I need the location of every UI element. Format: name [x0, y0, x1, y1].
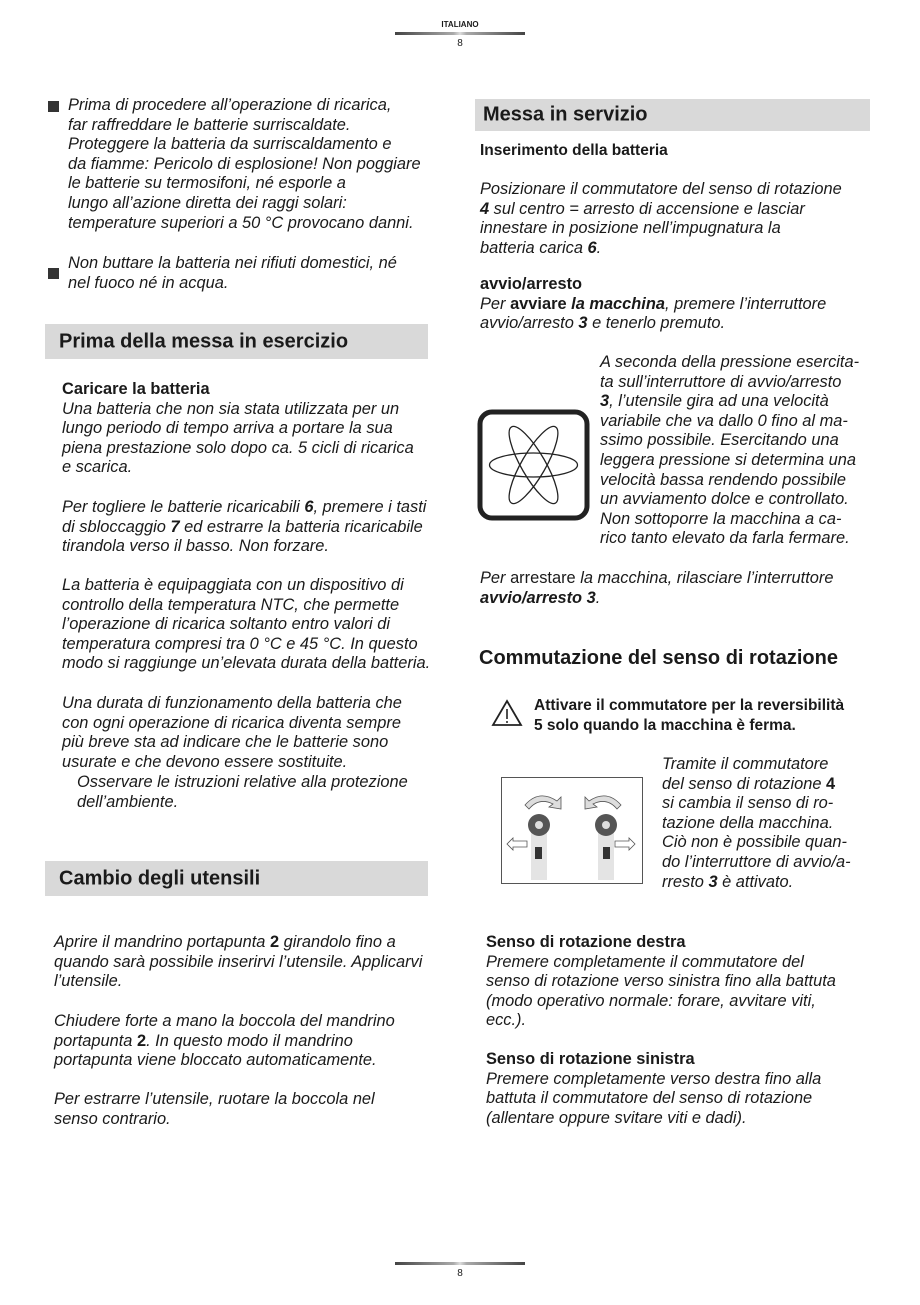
text-line: ta sull’interruttore di avvio/arresto [600, 372, 842, 391]
section-title: Cambio degli utensili [59, 867, 261, 889]
text-run: la macchina, rilasciare l’interruttore [580, 569, 834, 587]
section-header-first-use [45, 324, 428, 359]
text-line [480, 295, 826, 315]
speed-paragraph [600, 353, 859, 549]
text-run: . [596, 238, 602, 257]
rotation-section-title: Commutazione del senso di rotazione [479, 647, 838, 669]
text-line: (allentare oppure svitare viti e dadi). [486, 1108, 747, 1127]
text-line: ecc.). [486, 1011, 527, 1030]
text-run: portapunta [54, 1031, 137, 1050]
language-label: ITALIANO [441, 20, 479, 29]
text-run: avvio/arresto [480, 314, 579, 333]
text-line: Premere completamente verso destra fino alla [486, 1069, 822, 1088]
text-run: arrestare [510, 569, 581, 587]
text-line: Prima di procedere all’operazione di ricarica, [68, 96, 392, 114]
text-line: far raffreddare le batterie surriscaldate. [68, 115, 351, 134]
text-line: da fiamme: Pericolo di esplosione! Non poggiare [68, 154, 421, 173]
rotation-switch-illustration [501, 777, 643, 884]
battery-duration-paragraph [62, 694, 402, 772]
text-line [480, 239, 842, 259]
text-line [480, 569, 833, 589]
text-line: nel fuoco né in acqua. [68, 273, 229, 292]
section-header-tool-change [45, 861, 428, 896]
footer-page-number: 8 [457, 1268, 463, 1279]
text-line: lungo all’azione diretta dei raggi solari: [68, 193, 347, 212]
text-run: avvio/arresto [480, 275, 583, 293]
text-run: 4 [480, 199, 490, 218]
text-run: Per [480, 294, 511, 313]
text-line: Proteggere la batteria da surriscaldamento e [68, 135, 392, 154]
bullet-icon [48, 101, 59, 112]
reversing-warning [534, 696, 844, 735]
text-run: batteria carica [480, 238, 588, 257]
text-line: A seconda della pressione esercita- [600, 353, 860, 371]
text-line [62, 518, 426, 538]
text-run: , l’utensile gira ad una velocità [609, 392, 829, 411]
text-line: Non sottoporre la macchina a ca- [600, 509, 842, 528]
switch-paragraph [662, 755, 851, 892]
text-run: 6 [304, 498, 314, 516]
text-line [486, 1050, 821, 1070]
text-line: Posizionare il commutatore del senso di rotazione [480, 180, 842, 198]
bullet-icon [48, 268, 59, 279]
text-line: rico tanto elevato da farla fermare. [600, 529, 850, 548]
text-run: 6 [587, 238, 597, 257]
text-line: dell’ambiente. [77, 792, 179, 811]
text-line: Chiudere forte a mano la boccola del mandrino [54, 1012, 395, 1030]
text-run: . In questo modo il mandrino [146, 1031, 353, 1050]
text-run: 3 [600, 392, 610, 411]
text-line: portapunta viene bloccato automaticamente. [54, 1051, 377, 1070]
text-run: è attivato. [717, 872, 794, 891]
text-line: tazione della macchina. [662, 813, 834, 832]
text-line: do l’interruttore di avvio/a- [662, 852, 851, 871]
section-header-commissioning [475, 99, 870, 131]
left-rotation-paragraph [486, 1050, 821, 1128]
stop-paragraph [480, 569, 833, 608]
text-run: . [595, 588, 601, 607]
text-line [62, 380, 414, 400]
section-title: Prima della messa in esercizio [59, 330, 349, 352]
insert-battery-title: Inserimento della batteria [480, 142, 668, 159]
text-line: un avviamento dolce e controllato. [600, 490, 849, 509]
text-line: Osservare le istruzioni relative alla protezione [77, 773, 408, 791]
text-line: Attivare il commutatore per la reversibilità [534, 697, 845, 714]
text-line: temperatura compresi tra 0 °C e 45 °C. In questo [62, 634, 418, 653]
text-run: Senso di rotazione sinistra [486, 1050, 695, 1068]
text-run: rresto [662, 872, 709, 891]
text-line: Premere completamente il commutatore del [486, 952, 804, 971]
charge-battery-paragraph [62, 380, 414, 478]
battery-heat-warning [68, 96, 421, 233]
text-line: tirandola verso il basso. Non forzare. [62, 537, 329, 556]
text-run: 7 [170, 517, 180, 536]
text-line: innestare in posizione nell’impugnatura la [480, 219, 781, 238]
text-line: usurate e che devono essere sostituite. [62, 752, 348, 771]
text-line [54, 933, 422, 953]
text-run: 2 [136, 1031, 147, 1050]
text-line: variabile che va dallo 0 fino al ma- [600, 411, 848, 430]
text-line: lungo periodo di tempo arriva a portare la sua [62, 419, 393, 438]
text-line: Una durata di funzionamento della batteria che [62, 694, 402, 712]
text-line [486, 933, 836, 953]
text-line: Ciò non è possibile quan- [662, 833, 847, 852]
text-line: (modo operativo normale: forare, avvitare viti, [486, 991, 816, 1010]
text-run: Per [480, 569, 511, 587]
text-run: e tenerlo premuto. [587, 314, 726, 333]
text-line: Non buttare la batteria nei rifiuti domestici, né [68, 254, 397, 272]
text-line: battuta il commutatore del senso di rotazione [486, 1089, 813, 1108]
text-run: , premere l’interruttore [664, 294, 827, 313]
text-run: , premere i tasti [313, 498, 427, 516]
text-line: velocità bassa rendendo possibile [600, 470, 847, 489]
text-line: quando sarà possibile inserirvi l’utensile. Applicarvi [54, 952, 423, 971]
text-line: La batteria è equipaggiata con un dispositivo di [62, 576, 404, 594]
text-line [662, 775, 851, 795]
text-run: avvio/arresto 3 [480, 588, 596, 607]
text-line [480, 275, 826, 295]
text-line: Tramite il commutatore [662, 755, 829, 773]
section-title: Messa in servizio [483, 103, 648, 126]
page-number: 8 [457, 38, 463, 49]
text-run: Aprire il mandrino portapunta [54, 933, 270, 951]
text-line: con ogni operazione di ricarica diventa sempre [62, 713, 401, 732]
text-line [480, 314, 826, 334]
right-rotation-paragraph [486, 933, 836, 1031]
text-line [480, 200, 842, 220]
battery-disposal-note [68, 254, 397, 293]
header-rule [395, 32, 525, 35]
text-line: senso contrario. [54, 1109, 171, 1128]
start-paragraph [480, 275, 826, 334]
text-line: senso di rotazione verso sinistra fino alla battuta [486, 972, 836, 991]
text-run: del senso di rotazione [662, 774, 827, 793]
text-run: avviare [510, 294, 572, 313]
tool-insert-paragraph [54, 933, 422, 992]
text-line [480, 589, 833, 609]
text-run: 2 [269, 933, 280, 951]
text-line: più breve sta ad indicare che le batterie sono [62, 733, 389, 752]
text-run: sul centro = arresto di accensione e lasciar [489, 199, 805, 218]
text-run: girandolo fino a [279, 933, 396, 951]
text-line: e scarica. [62, 458, 133, 477]
footer-rule [395, 1262, 525, 1265]
text-line: Per estrarre l’utensile, ruotare la boccola nel [54, 1090, 375, 1108]
text-line: ssimo possibile. Esercitando una [600, 431, 839, 450]
text-line: le batterie su termosifoni, né esporle a [68, 174, 346, 193]
text-run: 3 [578, 314, 588, 333]
text-line: temperature superiori a 50 °C provocano danni. [68, 213, 414, 232]
text-line [54, 1032, 395, 1052]
tool-remove-paragraph [54, 1090, 375, 1129]
remove-battery-paragraph [62, 498, 426, 557]
insert-battery-paragraph [480, 180, 842, 258]
text-line: controllo della temperatura NTC, che permette [62, 595, 400, 614]
text-line [600, 392, 859, 412]
text-line [62, 498, 426, 518]
text-run: la macchina [571, 294, 665, 313]
text-run: ed estrarre la batteria ricaricabile [179, 517, 423, 536]
text-run: Per togliere le batterie ricaricabili [62, 498, 305, 516]
text-run: 3 [708, 872, 718, 891]
text-run: 4 [826, 774, 836, 793]
text-run: Senso di rotazione destra [486, 933, 686, 951]
tool-lock-paragraph [54, 1012, 395, 1071]
variable-speed-icon [477, 409, 590, 521]
text-line: modo si raggiunge un’elevata durata della batteria. [62, 654, 431, 673]
text-run: di sbloccaggio [62, 517, 171, 536]
warning-icon [491, 699, 523, 727]
text-line: leggera pressione si determina una [600, 450, 857, 469]
text-line [662, 873, 851, 893]
text-line: piena prestazione solo dopo ca. 5 cicli di ricarica [62, 438, 414, 457]
text-run: Caricare la batteria [62, 380, 210, 398]
text-line: l’operazione di ricarica soltanto entro valori di [62, 615, 390, 634]
text-line: Una batteria che non sia stata utilizzata per un [62, 399, 400, 418]
text-line: l’utensile. [54, 972, 123, 991]
ntc-paragraph [62, 576, 430, 674]
text-line: 5 solo quando la macchina è ferma. [534, 716, 796, 734]
environment-note [77, 773, 408, 812]
text-line: si cambia il senso di ro- [662, 794, 834, 813]
